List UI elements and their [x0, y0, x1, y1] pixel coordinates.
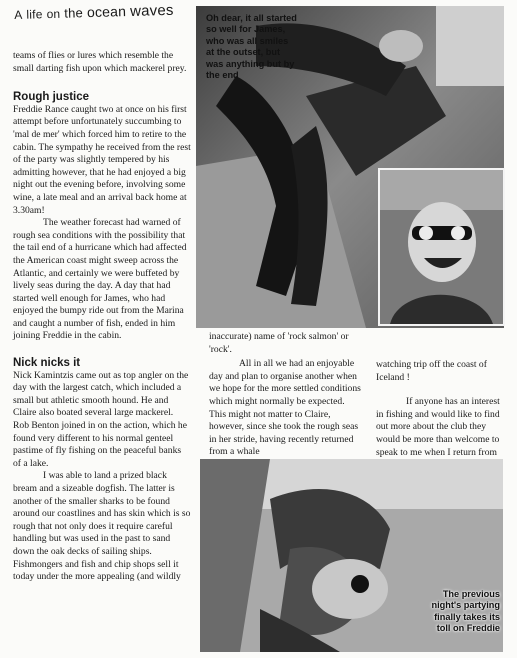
heading-nick-nicks-it: Nick nicks it [13, 357, 81, 370]
photo-inset-smiling [378, 168, 505, 326]
title-word: waves [129, 1, 174, 20]
paragraph-weather: The weather forecast had warned of rough sea conditions with the possibility that the tail end of a hurricane which had affected the American coast might sweep across the Atlantic, and certainly we were buffeted by lively seas during the day. A day that had started well enough for James, who had enjoyed the bumpy ride out from the Marina and caught a number of fish, ended in him joining Freddie in the cabin. [13, 217, 187, 342]
intro-text: teams of flies or lures which resemble the small darting fish upon which mackerel prey. [13, 50, 187, 74]
caption-bottom: The previous night's partying finally takes its toll on Freddie [431, 589, 500, 634]
photo-inset-image [380, 170, 503, 324]
paragraph-all-in-all: All in all we had an enjoyable day and plan to organise another when we hope for the more settled conditions which might normally be expected. This might not matter to Claire, however, since she took the rough seas in her stride, having recently returned from a whale [209, 358, 361, 458]
caption-top: Oh dear, it all started so well for James, who was all smiles at the outset, but was anything but by the end [206, 13, 297, 81]
paragraph-contact: If anyone has an interest in fishing and would like to find out more about the club they would be more than welcome to speak to me when I return from [376, 396, 500, 458]
title-word: ocean [86, 3, 127, 21]
paragraph-nick: Nick Kamintzis came out as top angler on the day with the largest catch, which included a small but athletic smooth hound. He and Claire also boated several large mackerel. Rob Benton joined in on the action, which he found very different to his normal genteel pastime of fly fishing on the peaceful banks of a lake. [13, 369, 189, 469]
title-word: on [46, 6, 61, 22]
left-column [13, 50, 191, 584]
title-word: the [64, 5, 84, 21]
paragraph-rock-salmon: inaccurate) name of 'rock salmon' or 'rock'. [209, 331, 349, 355]
paragraph-iceland: watching trip off the coast of Iceland ! [376, 359, 487, 383]
section-title [14, 2, 178, 23]
heading-rough-justice: Rough justice [13, 91, 90, 104]
right-column [376, 359, 508, 472]
title-word: A [14, 7, 23, 22]
paragraph-bream: I was able to land a prized black bream and a sizeable dogfish. The latter is another of the smaller sharks to be found around our coastlines and has skin which is so rough that not only does it require careful handling but was used in the past to sand down the oak decks of sailing ships. Fishmongers and fish and chip shops sell it today under the more appealing (and wildly [13, 470, 191, 583]
title-word: life [26, 7, 43, 22]
paragraph-freddie: Freddie Rance caught two at once on his first attempt before unfortunately succumbing to 'mal de mer' which forced him to retire to the cabin. The sympathy he received from the rest of the party was slightly tempered by his admitting however, that he had enjoyed a big night out the evening before, involving some wine, a late meal and an arrival back home at 3.30am! [13, 103, 191, 216]
middle-column [209, 331, 361, 459]
